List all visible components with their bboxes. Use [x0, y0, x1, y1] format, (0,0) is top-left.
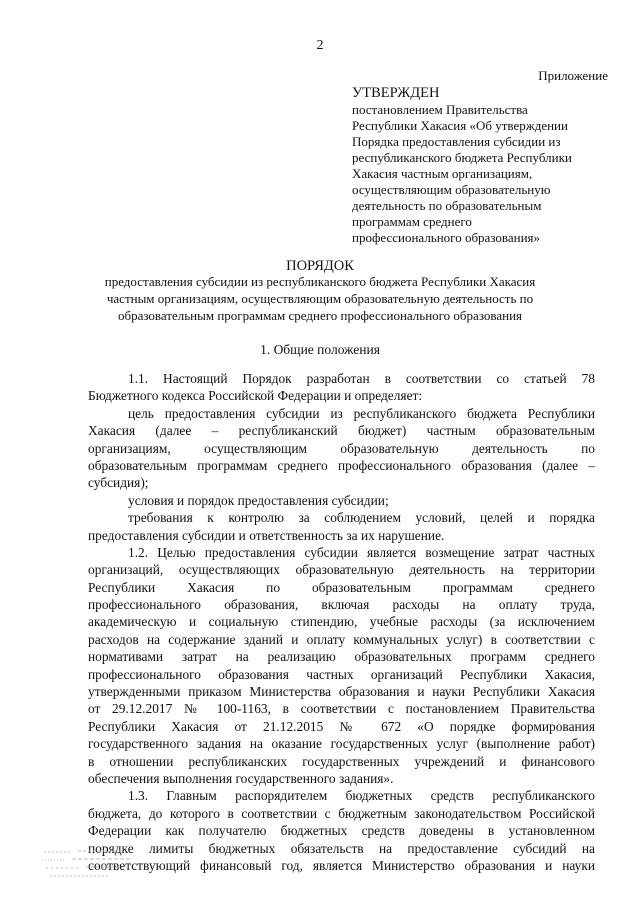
approval-line: Республики Хакасия «Об утверждении — [352, 118, 568, 133]
approval-line: постановлением Правительства — [352, 102, 528, 117]
approval-line: Порядка предоставления субсидии из — [352, 134, 561, 149]
text-line: 1.2. Целью предоставления субсидии является возмещение затрат частных — [128, 544, 595, 560]
approval-line: осуществляющим образовательную — [352, 182, 551, 197]
text-line: Хакасия (далее – республиканский бюджет) частным образовательным — [88, 423, 595, 439]
faded-stamp — [40, 846, 135, 882]
text-line: организаций, осуществляющих образовательную деятельность на территории — [88, 562, 595, 578]
approved-heading: УТВЕРЖДЕН — [352, 85, 440, 101]
section-heading: 1. Общие положения — [260, 342, 380, 357]
text-line: Республики Хакасия по образовательным программам среднего — [88, 579, 595, 595]
text-line: утвержденными приказом Министерства образования и науки Республики Хакасия — [88, 684, 595, 700]
document-subtitle — [80, 273, 560, 324]
text-line: государственного задания на оказание государственных услуг (выполнение работ) — [88, 736, 595, 752]
text-line: расходов на содержание зданий и оплату коммунальных услуг) в соответствии с — [88, 631, 595, 647]
text-line: образовательным программам среднего профессионального образования (далее – — [88, 457, 595, 473]
text-line: 1.1. Настоящий Порядок разработан в соответствии со статьей 78 — [128, 371, 595, 386]
document-title: ПОРЯДОК — [286, 258, 354, 274]
text-line: порядке лимиты бюджетных обязательств на предоставление субсидий на — [88, 840, 595, 856]
subtitle-line: частным организациям, осуществляющим образовательную деятельность по — [106, 291, 534, 306]
body-text — [88, 370, 595, 874]
text-line: цель предоставления субсидии из республиканского бюджета Республики — [128, 405, 595, 421]
subtitle-line: образовательным программам среднего профессионального образования — [117, 308, 523, 323]
text-line: предоставления субсидии и ответственность за их нарушение. — [88, 527, 445, 543]
text-line: Федерации как получателю бюджетных средств доведены в установленном — [88, 823, 595, 839]
text-line: требования к контролю за соблюдением условий, целей и порядка — [128, 510, 595, 526]
approval-line: программам среднего — [352, 214, 472, 229]
text-line: в отношении республиканских государственных учреждений и финансового — [88, 753, 595, 769]
approval-line: республиканского бюджета Республики — [352, 150, 572, 165]
text-line: субсидия); — [88, 475, 149, 491]
text-line: профессионального образования, включая расходы на оплату труда, — [88, 597, 595, 613]
subtitle-line: предоставления субсидии из республиканского бюджета Республики Хакасия — [104, 274, 536, 289]
text-line: профессионального образования частных организаций Республики Хакасия, — [88, 666, 595, 682]
text-line: бюджета, до которого в соответствии с бюджетным законодательством Российской — [88, 805, 595, 821]
page-number: 2 — [316, 38, 324, 53]
text-line: нормативами затрат на реализацию образовательных программ среднего — [88, 649, 595, 665]
approval-block — [352, 68, 608, 246]
text-line: обеспечения выполнения государственного задания». — [88, 770, 394, 786]
approval-line: деятельность по образовательным — [352, 198, 542, 213]
appendix-label: Приложение — [538, 68, 608, 83]
text-line: Республики Хакасия от 21.12.2015 № 672 «О порядке формирования — [88, 718, 595, 734]
text-line: условия и порядок предоставления субсидии; — [128, 492, 389, 508]
text-line: академическую и социальную стипендию, учебные расходы (за исключением — [88, 614, 595, 630]
approval-line: профессионального образования» — [352, 230, 541, 245]
text-line: Бюджетного кодекса Российской Федерации и определяет: — [88, 388, 423, 404]
text-line: от 29.12.2017 № 100-1163, в соответствии с постановлением Правительства — [88, 701, 595, 717]
approval-line: Хакасия частным организациям, — [352, 166, 533, 181]
text-line: соответствующий финансовый год, является Министерство образования и науки — [88, 857, 595, 873]
text-line: 1.3. Главным распорядителем бюджетных средств республиканского — [128, 788, 595, 804]
text-line: организациям, осуществляющим образовательную деятельность по — [88, 440, 595, 456]
